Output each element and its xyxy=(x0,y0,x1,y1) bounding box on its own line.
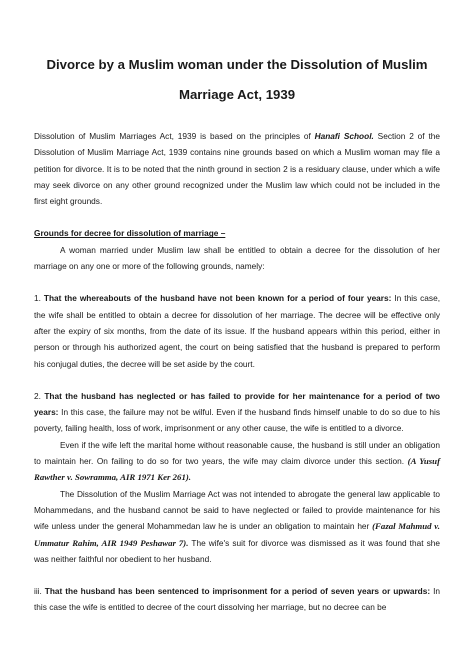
ground-2-heading: That the husband has neglected or has failed to provide for her maintenance for a period of two years: xyxy=(34,390,440,418)
ground-3-heading: That the husband has been sentenced to imprisonment for a period of seven years or upwards: xyxy=(44,586,431,597)
ground-2-paragraph xyxy=(34,388,440,437)
intro-pre: Dissolution of Muslim Marriages Act, 1939 is based on the principles of xyxy=(34,131,315,141)
document-title-line2: Marriage Act, 1939 xyxy=(178,87,296,102)
ground-3-number: iii. xyxy=(34,586,45,597)
ground-2-p3-pre: The Dissolution of the Muslim Marriage Act was not intended to abrogate the general law applicable to Mohammedans, and the husband cannot be said to have neglected or failed to provide maintenance for his wife unless under the general Mohammedan law he is under an obligation to maintain her xyxy=(34,488,440,532)
ground-2-number: 2. xyxy=(34,390,45,401)
ground-2-p3-case: (Fazal Mahmud v. Ummatur Rahim, AIR 1949 Peshawar 7). xyxy=(34,521,440,548)
ground-3-text: In this case the wife is entitled to decree of the court dissolving her marriage, but no decree can be xyxy=(34,586,440,613)
ground-1-heading: That the whereabouts of the husband have not been known for a period of four years: xyxy=(43,293,392,304)
ground-2-p2-text: Even if the wife left the marital home without reasonable cause, the husband is still under an obligation to maintain her. On failing to do so for two years, the wife may claim divorce under this section. xyxy=(34,439,440,467)
intro-post: Section 2 of the Dissolution of Muslim Marriage Act, 1939 contains nine grounds based on which a Muslim woman may file a petition for divorce. It is to be noted that the ninth ground in section 2 is a residuary clause, under which a wife may seek divorce on any other ground recognized under the Muslim law which could not be included in the first eight grounds. xyxy=(34,131,440,207)
ground-1-number: 1. xyxy=(34,293,44,304)
document-title-line1: Divorce by a Muslim woman under the Dissolution of Muslim xyxy=(46,57,428,72)
grounds-intro: A woman married under Muslim law shall be entitled to obtain a decree for the dissolution of her marriage on any one or more of the following grounds, namely: xyxy=(34,244,440,272)
ground-1-paragraph xyxy=(34,290,440,371)
ground-2-p3-post: The wife's suit for divorce was dismissed as it was found that she was neither faithful nor obedient to her husband. xyxy=(34,537,440,564)
ground-2-p2-case: (A Yusuf Rawther v. Sowramma, AIR 1971 Ker 261). xyxy=(34,456,440,483)
ground-2-paragraph-2 xyxy=(34,437,440,486)
ground-1-text: In this case, the wife shall be entitled to obtain a decree for dissolution of her marriage. The decree will be effective only after the expiry of six months, from the date of its issue. If the husband appears within this period, either in person or through his authorized agent, the court on being satisfied that the husband is prepared to perform his conjugal duties, the decree will be set aside by the court. xyxy=(34,293,440,369)
ground-2-text: In this case, the failure may not be wilful. Even if the husband finds himself unable to do so due to his poverty, failing health, loss of work, imprisonment or any other cause, the wife is entitled to a divorce. xyxy=(34,407,440,434)
grounds-heading: Grounds for decree for dissolution of marriage – xyxy=(34,228,226,239)
ground-3-paragraph xyxy=(34,583,440,616)
intro-emphasis: Hanafi School. xyxy=(314,131,374,141)
intro-paragraph xyxy=(34,128,440,209)
grounds-heading-paragraph xyxy=(34,225,440,241)
ground-2-paragraph-3 xyxy=(34,486,440,567)
